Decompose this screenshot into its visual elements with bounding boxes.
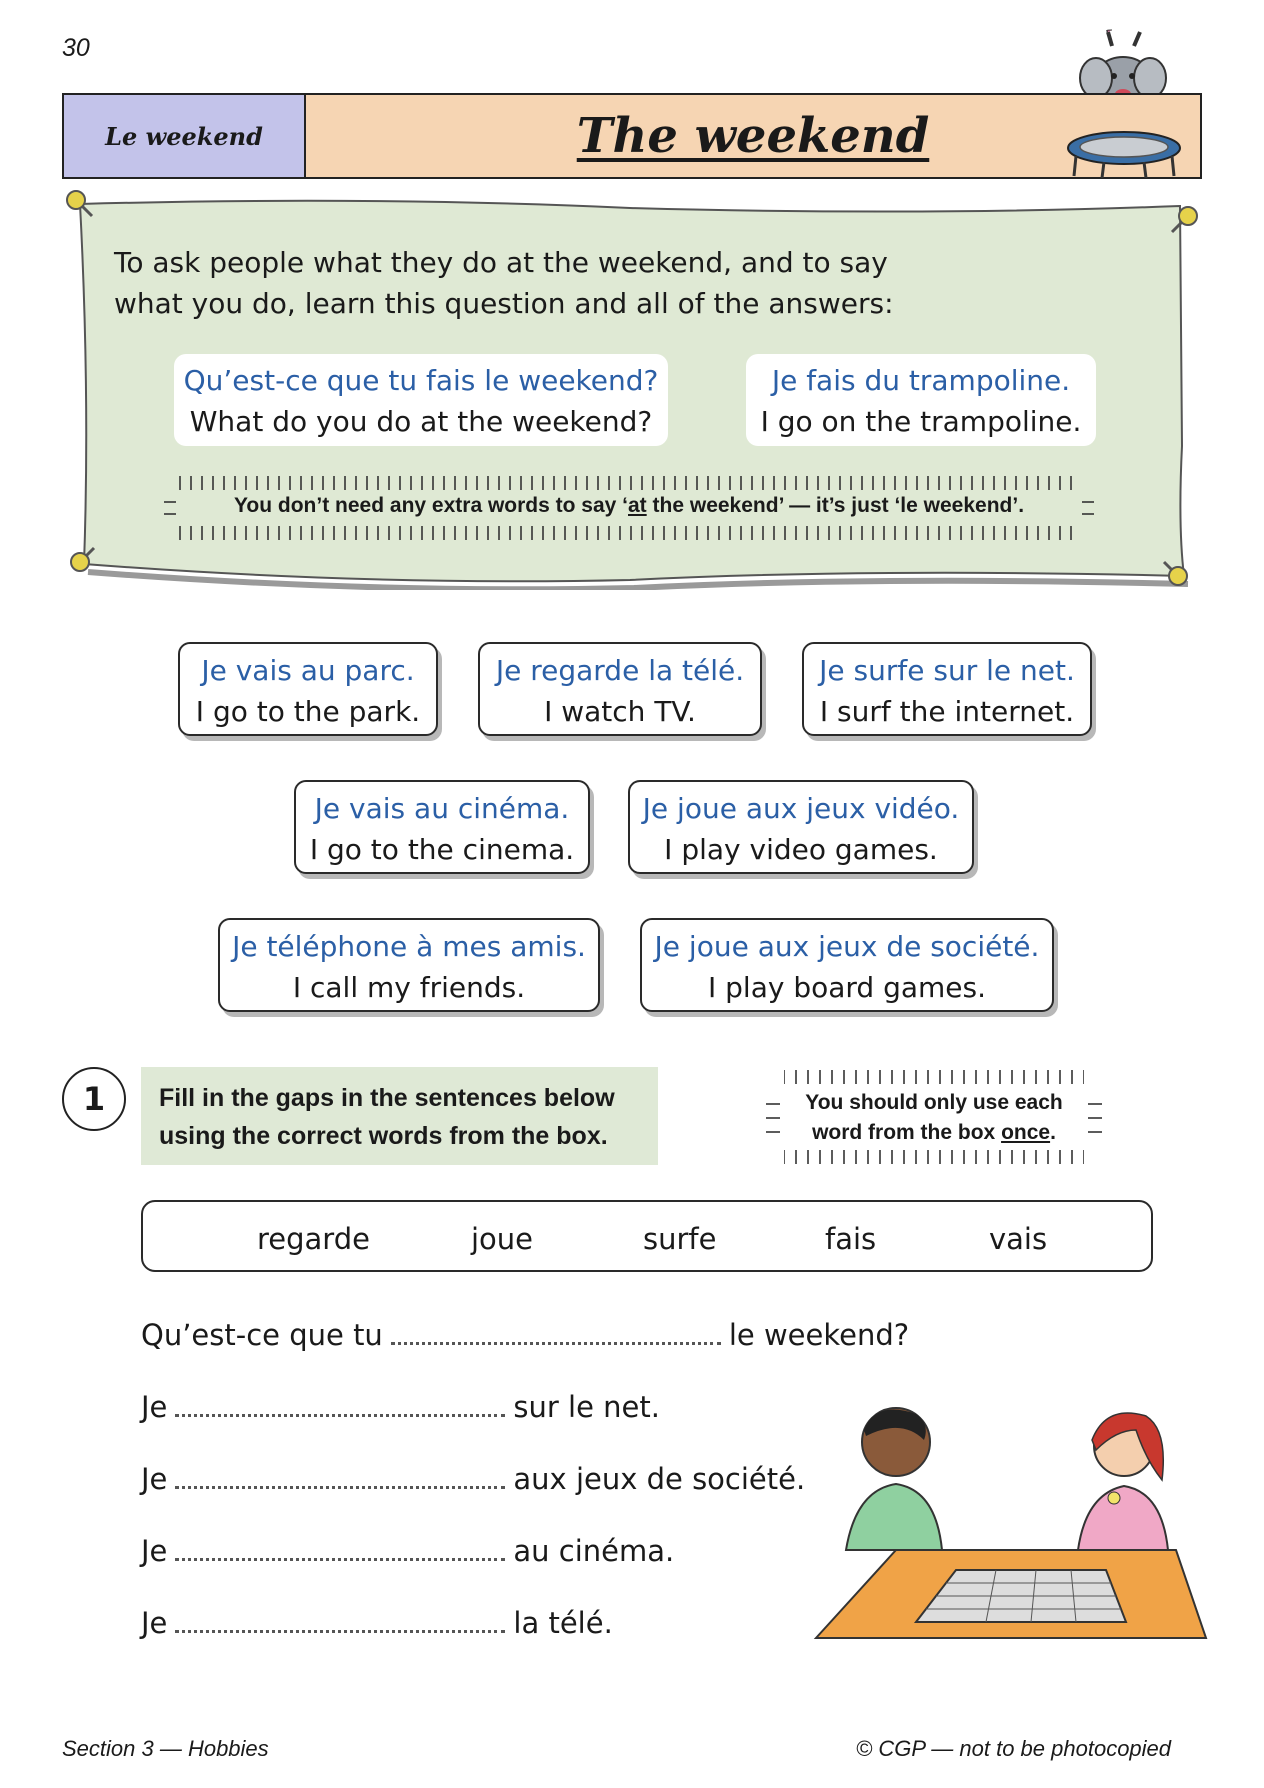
phrase-box-friends bbox=[218, 918, 600, 1012]
word-option: vais bbox=[989, 1222, 1048, 1256]
sentence-end: sur le net. bbox=[513, 1390, 660, 1424]
phrase-english: I play video games. bbox=[664, 833, 938, 866]
footer-copyright: © CGP — not to be photocopied bbox=[856, 1736, 1172, 1761]
sentence-start: Je bbox=[141, 1534, 168, 1568]
tip-text-part: word from the box bbox=[812, 1121, 1002, 1144]
phrase-french: Je surfe sur le net. bbox=[819, 654, 1075, 687]
phrase-box-park bbox=[178, 642, 438, 736]
tip-text-underlined: at bbox=[628, 494, 647, 517]
pin-icon bbox=[1170, 204, 1200, 234]
question-phrase-box bbox=[174, 354, 668, 446]
answer-blank[interactable] bbox=[175, 1540, 505, 1561]
pin-icon bbox=[64, 188, 94, 218]
pin-icon bbox=[66, 546, 96, 576]
tip-once-text bbox=[766, 1088, 1102, 1148]
phrase-french: Je téléphone à mes amis. bbox=[232, 930, 586, 963]
sentence-end: le weekend? bbox=[728, 1318, 910, 1352]
answer-blank[interactable] bbox=[175, 1612, 505, 1633]
answer-blank[interactable] bbox=[175, 1468, 505, 1489]
phrase-french: Je joue aux jeux de société. bbox=[654, 930, 1040, 963]
gap-sentence bbox=[141, 1606, 613, 1640]
page-header bbox=[62, 93, 1202, 179]
sentence-end: aux jeux de société. bbox=[513, 1462, 806, 1496]
footer-section: Section 3 — Hobbies bbox=[62, 1736, 269, 1761]
question-french: Qu’est-ce que tu fais le weekend? bbox=[183, 364, 659, 397]
gap-sentence bbox=[141, 1462, 805, 1496]
sentence-start: Qu’est-ce que tu bbox=[141, 1318, 383, 1352]
tip-once-line-1: You should only use each bbox=[805, 1091, 1063, 1114]
phrase-english: I go to the cinema. bbox=[309, 833, 575, 866]
tip-text-underlined: once bbox=[1001, 1121, 1051, 1144]
tip-text-part: the weekend’ — it’s just ‘le weekend’. bbox=[646, 494, 1025, 517]
phrase-english: I surf the internet. bbox=[819, 695, 1075, 728]
french-title: Le weekend bbox=[64, 95, 306, 177]
word-option: surfe bbox=[643, 1222, 717, 1256]
tip-weekend bbox=[164, 476, 1094, 540]
trampoline-phrase-box bbox=[746, 354, 1096, 446]
question-number: 1 bbox=[62, 1067, 126, 1131]
word-option: fais bbox=[825, 1222, 877, 1256]
answer-blank[interactable] bbox=[175, 1396, 505, 1417]
question-english: What do you do at the weekend? bbox=[189, 405, 653, 438]
phrase-box-board-games bbox=[640, 918, 1054, 1012]
english-title: The weekend bbox=[576, 108, 930, 164]
trampoline-english: I go on the trampoline. bbox=[760, 405, 1082, 438]
word-option: joue bbox=[471, 1222, 534, 1256]
intro-note bbox=[70, 198, 1194, 590]
phrase-english: I watch TV. bbox=[544, 695, 696, 728]
children-playing-chess-illustration bbox=[806, 1400, 1216, 1650]
page-number: 30 bbox=[62, 34, 90, 62]
phrase-french: Je vais au parc. bbox=[201, 654, 415, 687]
sentence-start: Je bbox=[141, 1390, 168, 1424]
phrase-english: I play board games. bbox=[707, 971, 987, 1004]
phrase-french: Je regarde la télé. bbox=[495, 654, 745, 687]
phrase-box-cinema bbox=[294, 780, 590, 874]
sentence-start: Je bbox=[141, 1462, 168, 1496]
sentence-end: la télé. bbox=[513, 1606, 613, 1640]
word-box bbox=[141, 1200, 1153, 1272]
phrase-english: I go to the park. bbox=[195, 695, 421, 728]
tip-once-line-2 bbox=[766, 1118, 1102, 1148]
intro-line-1: To ask people what they do at the weekend, and to say bbox=[114, 246, 888, 279]
trampoline-illustration bbox=[1064, 128, 1184, 180]
sentence-end: au cinéma. bbox=[513, 1534, 675, 1568]
tip-weekend-text bbox=[164, 494, 1094, 518]
pin-icon bbox=[1162, 560, 1192, 590]
instruction-line-1: Fill in the gaps in the sentences below bbox=[159, 1084, 615, 1112]
gap-sentence bbox=[141, 1534, 674, 1568]
tip-text-part: . bbox=[1050, 1121, 1056, 1144]
tip-once bbox=[766, 1070, 1102, 1164]
gap-sentence bbox=[141, 1390, 660, 1424]
phrase-french: Je vais au cinéma. bbox=[314, 792, 570, 825]
gap-sentence bbox=[141, 1318, 909, 1352]
word-option: regarde bbox=[257, 1222, 370, 1256]
phrase-box-tv bbox=[478, 642, 762, 736]
trampoline-french: Je fais du trampoline. bbox=[771, 364, 1071, 397]
phrase-french: Je joue aux jeux vidéo. bbox=[642, 792, 960, 825]
phrase-box-video-games bbox=[628, 780, 974, 874]
exercise-instruction bbox=[141, 1067, 658, 1165]
phrase-english: I call my friends. bbox=[292, 971, 526, 1004]
answer-blank[interactable] bbox=[391, 1324, 721, 1345]
intro-line-2: what you do, learn this question and all of the answers: bbox=[114, 287, 894, 320]
instruction-line-2: using the correct words from the box. bbox=[159, 1122, 608, 1150]
sentence-start: Je bbox=[141, 1606, 168, 1640]
intro-text bbox=[114, 242, 1014, 324]
phrase-box-internet bbox=[802, 642, 1092, 736]
tip-text-part: You don’t need any extra words to say ‘ bbox=[233, 494, 628, 517]
